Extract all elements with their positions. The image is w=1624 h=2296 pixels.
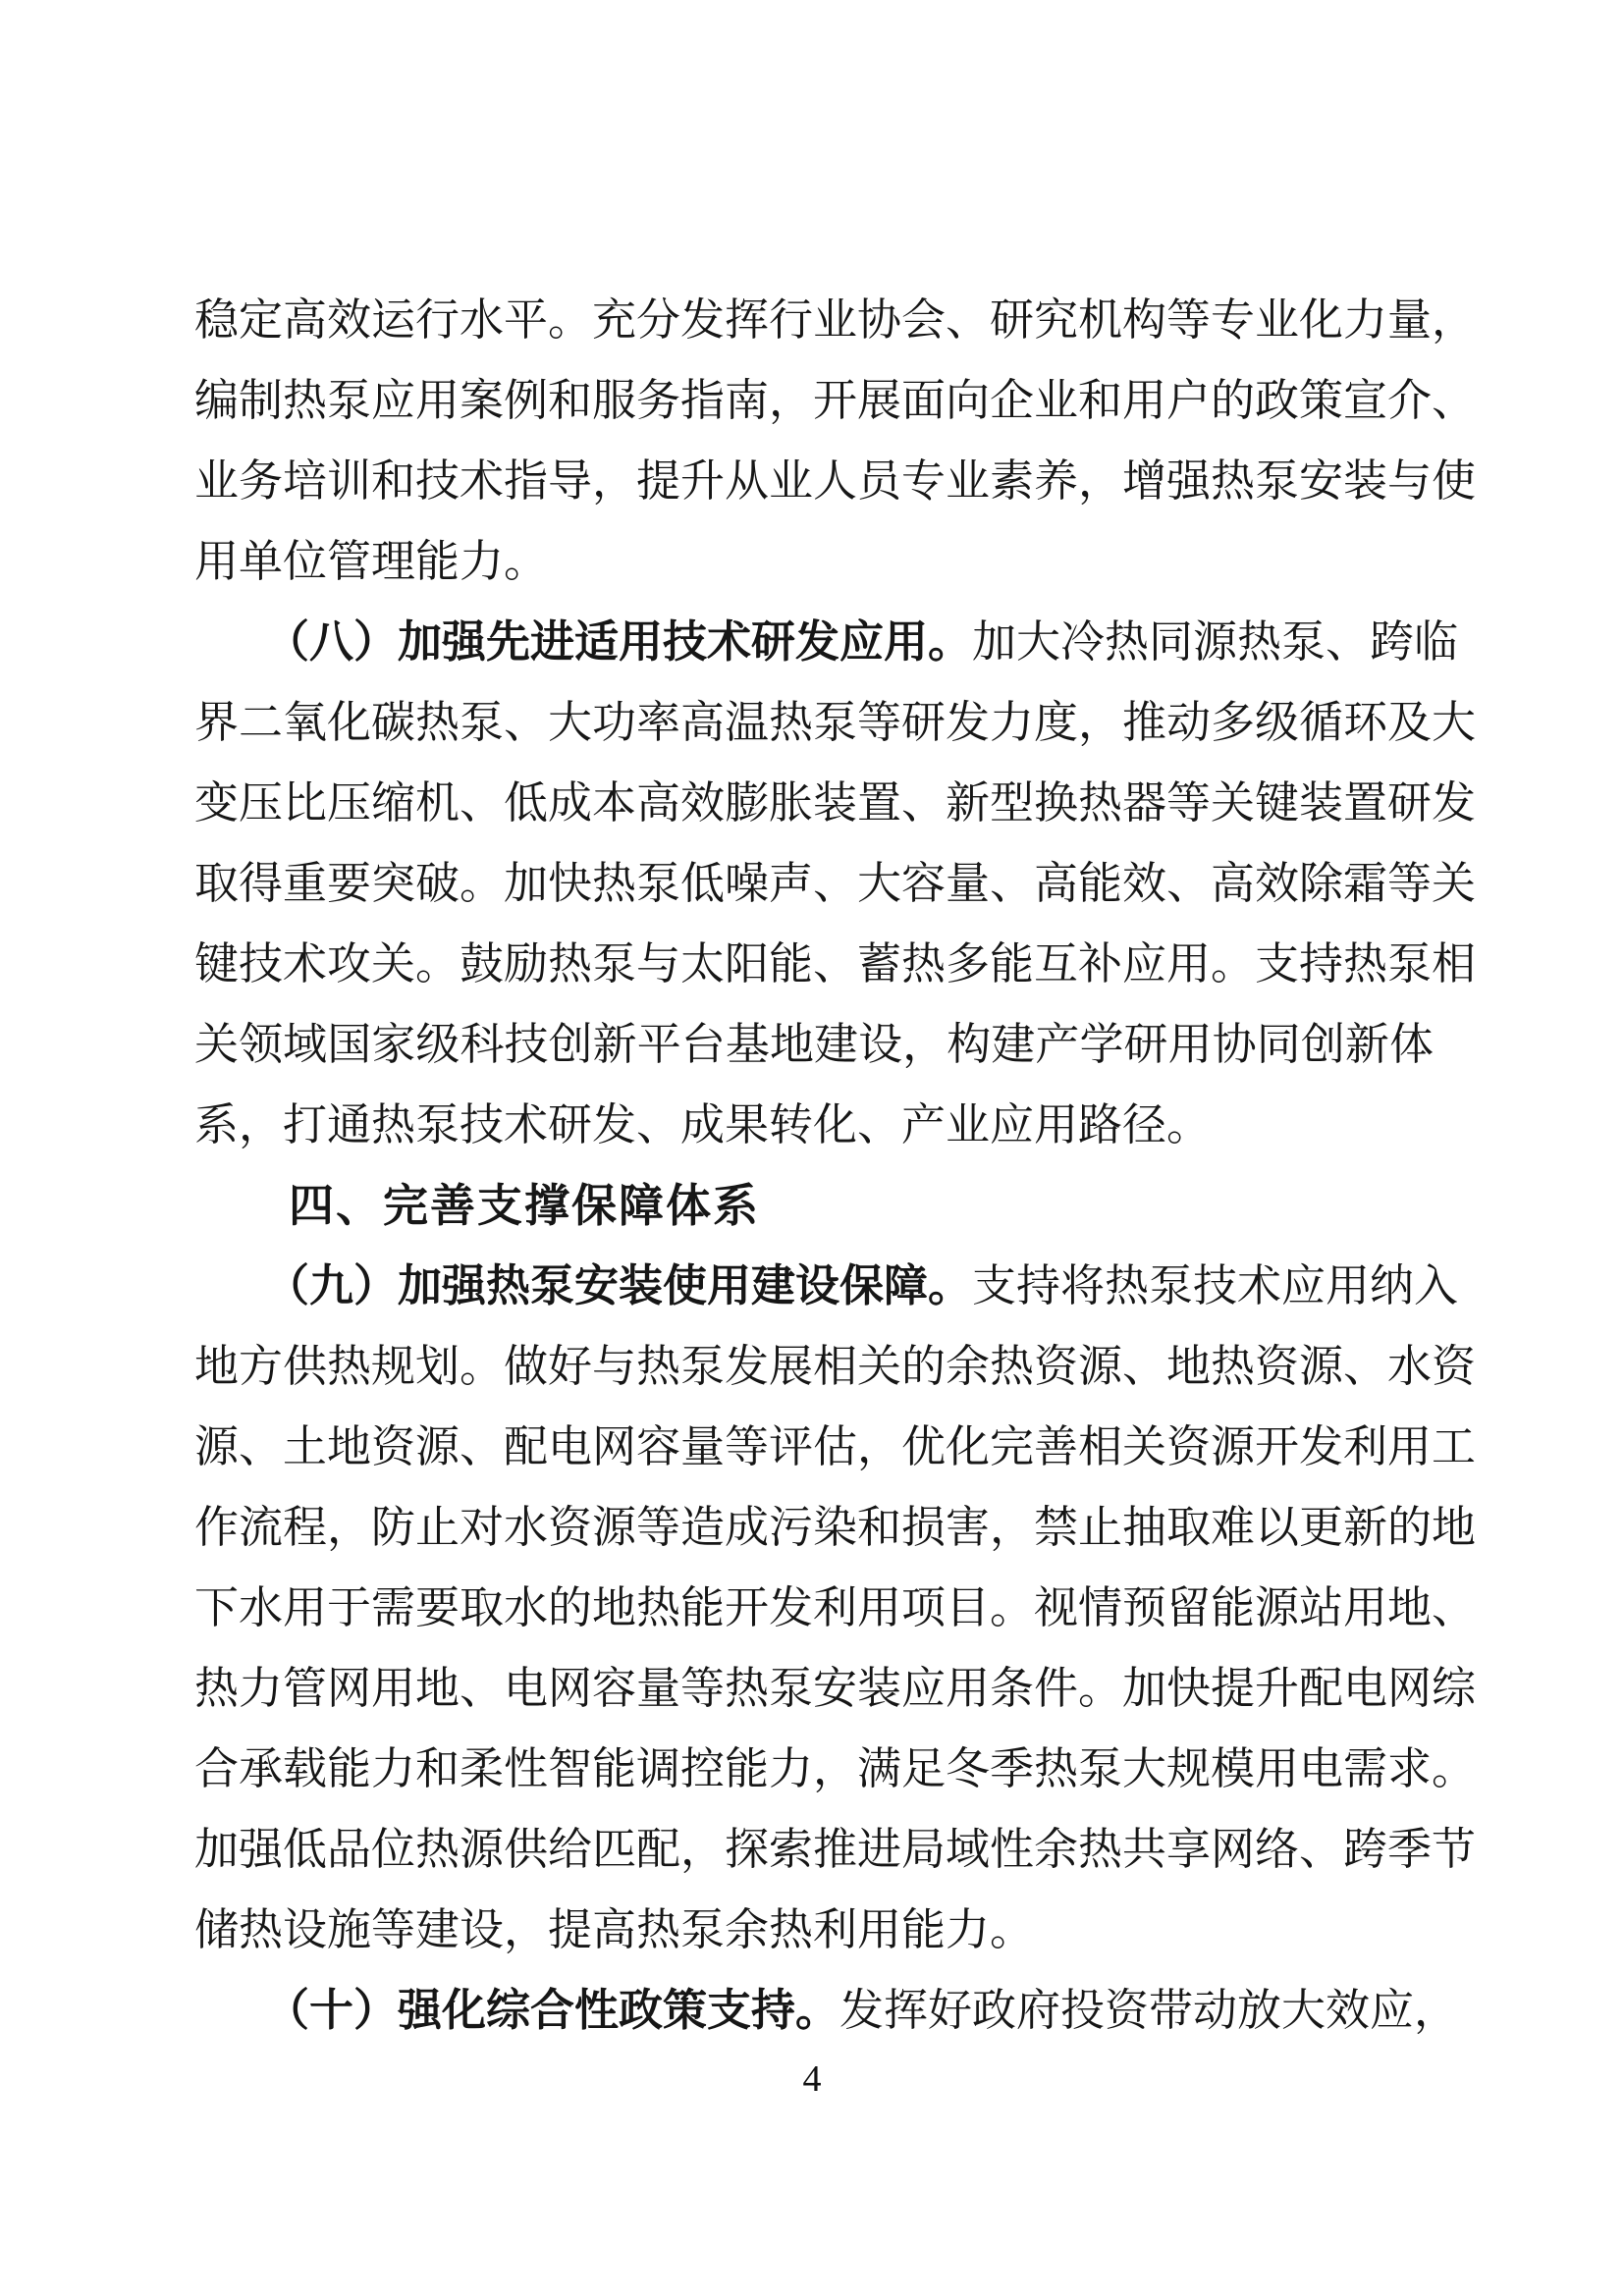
text-line: 储热设施等建设，提高热泵余热利用能力。 [194,1905,1035,1954]
text-line: 源、土地资源、配电网容量等评估，优化完善相关资源开发利用工 [194,1422,1477,1471]
page-number: 4 [802,2058,822,2100]
paragraph-8-body-start: 加大冷热同源热泵、跨临 [972,617,1459,667]
document-text-area [194,280,1477,2051]
paragraph-9-bold-lead: （九）加强热泵安装使用建设保障。 [265,1261,973,1310]
text-line: 关领域国家级科技创新平台基地建设，构建产学研用协同创新体 [194,1020,1434,1069]
text-line-paragraph-9-start [194,1246,1459,1326]
text-line: 界二氧化碳热泵、大功率高温热泵等研发力度，推动多级循环及大 [194,698,1477,747]
paragraph-10-bold-lead: （十）强化综合性政策支持。 [265,1986,840,2035]
paragraph-8-bold-lead: （八）加强先进适用技术研发应用。 [265,617,973,667]
text-line-paragraph-8-start [194,602,1459,682]
text-line: 下水用于需要取水的地热能开发利用项目。视情预留能源站用地、 [194,1583,1477,1632]
text-line: 编制热泵应用案例和服务指南，开展面向企业和用户的政策宣介、 [194,376,1477,425]
paragraph-10-body-start: 发挥好政府投资带动放大效应， [839,1986,1459,2035]
text-line: 用单位管理能力。 [194,537,549,586]
text-line: 系，打通热泵技术研发、成果转化、产业应用路径。 [194,1100,1212,1149]
text-line: 键技术攻关。鼓励热泵与太阳能、蓄热多能互补应用。支持热泵相 [194,939,1477,988]
text-line: 作流程，防止对水资源等造成污染和损害，禁止抽取难以更新的地 [194,1503,1477,1552]
section-heading: 四、完善支撑保障体系 [289,1180,760,1231]
text-line: 变压比压缩机、低成本高效膨胀装置、新型换热器等关键装置研发 [194,778,1477,828]
text-line: 合承载能力和柔性智能调控能力，满足冬季热泵大规模用电需求。 [194,1744,1477,1793]
paragraph-9-body-start: 支持将热泵技术应用纳入 [972,1261,1459,1310]
text-line-paragraph-10-start [194,1970,1459,2051]
text-line: 业务培训和技术指导，提升从业人员专业素养，增强热泵安装与使 [194,456,1477,506]
text-line: 稳定高效运行水平。充分发挥行业协会、研究机构等专业化力量， [194,295,1477,345]
text-line: 热力管网用地、电网容量等热泵安装应用条件。加快提升配电网综 [194,1664,1477,1713]
text-line: 地方供热规划。做好与热泵发展相关的余热资源、地热资源、水资 [194,1342,1477,1391]
text-line: 取得重要突破。加快热泵低噪声、大容量、高能效、高效除霜等关 [194,859,1477,908]
text-line: 加强低品位热源供给匹配，探索推进局域性余热共享网络、跨季节 [194,1825,1477,1874]
